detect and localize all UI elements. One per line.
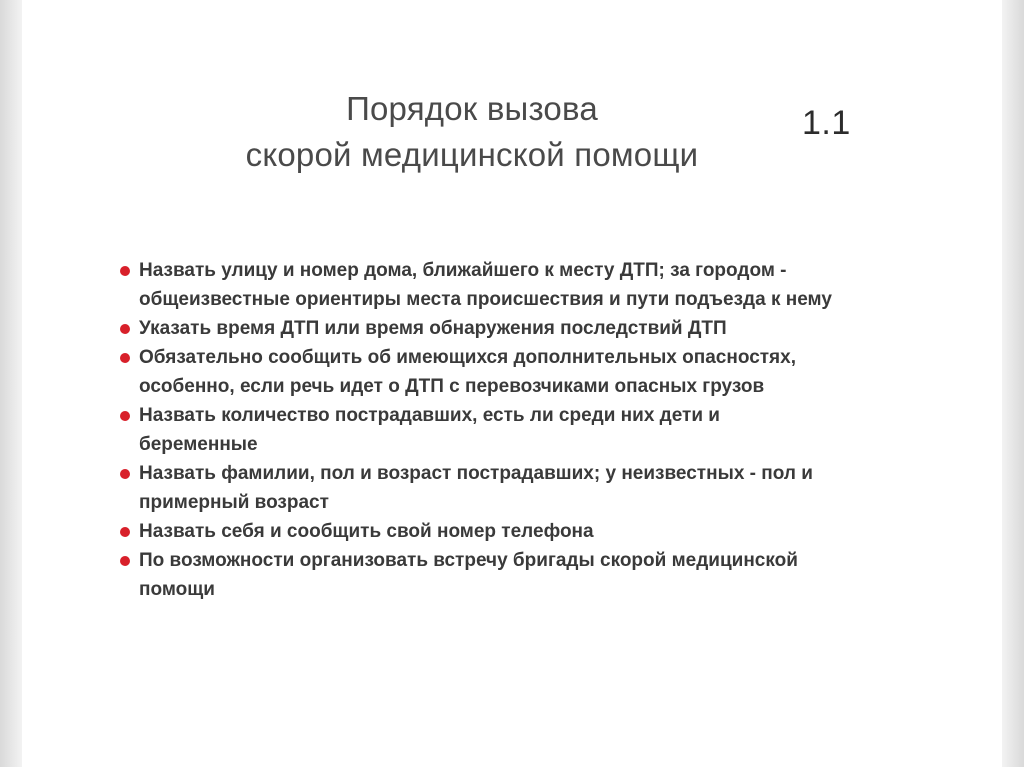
bullet-dot-icon <box>120 411 130 421</box>
bullet-text-line: особенно, если речь идет о ДТП с перевозчиками опасных грузов <box>139 376 765 397</box>
bullet-item <box>120 314 880 343</box>
bullet-text-line: Назвать количество пострадавших, есть ли среди них дети и <box>139 405 720 426</box>
bullet-text-line: беременные <box>139 434 258 455</box>
left-edge-shadow <box>0 0 22 767</box>
right-edge-shadow <box>1002 0 1024 767</box>
bullet-dot-icon <box>120 527 130 537</box>
bullet-item <box>120 517 880 546</box>
slide-title-line-1: Порядок вызова <box>346 90 598 127</box>
bullet-text-line: общеизвестные ориентиры места происшествия и пути подъезда к нему <box>139 289 832 310</box>
bullet-list <box>120 256 880 604</box>
slide-title-line-2: скорой медицинской помощи <box>245 136 699 173</box>
bullet-item <box>120 459 880 517</box>
slide-title <box>232 86 712 178</box>
bullet-dot-icon <box>120 266 130 276</box>
bullet-dot-icon <box>120 353 130 363</box>
bullet-item <box>120 401 880 459</box>
bullet-text-line: Указать время ДТП или время обнаружения последствий ДТП <box>139 318 727 339</box>
bullet-text-line: примерный возраст <box>139 492 329 513</box>
bullet-item <box>120 256 880 314</box>
slide-number: 1.1 <box>802 104 851 142</box>
bullet-text-line: Назвать улицу и номер дома, ближайшего к месту ДТП; за городом - <box>139 260 787 281</box>
slide-page <box>22 0 1002 767</box>
bullet-dot-icon <box>120 469 130 479</box>
bullet-item <box>120 343 880 401</box>
bullet-text-line: По возможности организовать встречу бригады скорой медицинской <box>139 550 798 571</box>
bullet-item <box>120 546 880 604</box>
bullet-text-line: помощи <box>139 579 215 600</box>
bullet-text-line: Назвать себя и сообщить свой номер телефона <box>139 521 594 542</box>
bullet-dot-icon <box>120 556 130 566</box>
bullet-text-line: Назвать фамилии, пол и возраст пострадавших; у неизвестных - пол и <box>139 463 813 484</box>
bullet-text-line: Обязательно сообщить об имеющихся дополнительных опасностях, <box>139 347 796 368</box>
bullet-dot-icon <box>120 324 130 334</box>
